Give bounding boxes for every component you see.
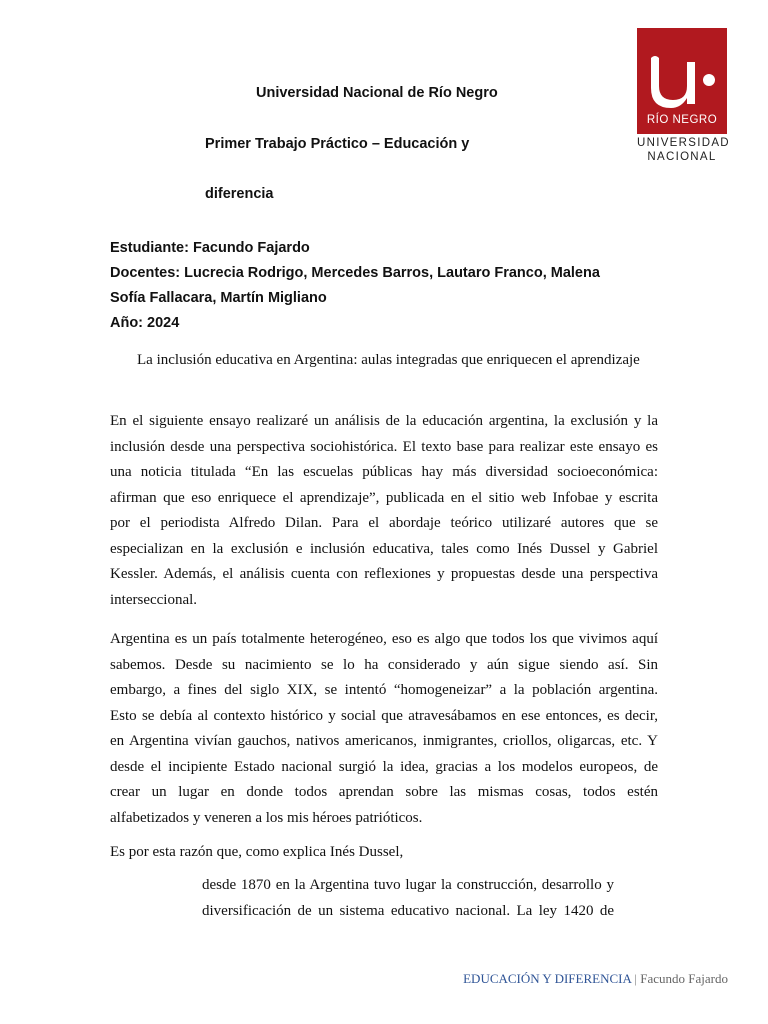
text-line: Argentina es un país totalmente heterogéneo, eso es algo que todos los que vivimos aquí bbox=[110, 631, 658, 647]
logo-rio-negro-text: RÍO NEGRO bbox=[646, 114, 718, 126]
footer-author: Facundo Fajardo bbox=[640, 971, 728, 986]
paragraph-3 bbox=[110, 840, 658, 866]
year-line: Año: 2024 bbox=[110, 315, 180, 331]
logo-caption bbox=[637, 136, 730, 164]
text-line: sabemos. Desde su nacimiento se lo ha considerado y aún sigue siendo así. Sin bbox=[110, 656, 658, 673]
text-line: En el siguiente ensayo realizaré un análisis de la educación argentina, la exclusión y la bbox=[110, 413, 658, 429]
logo-caption-line2: NACIONAL bbox=[647, 151, 717, 163]
paragraph-1 bbox=[110, 409, 658, 613]
text-line: inclusión desde una perspectiva sociohistórica. El texto base para realizar este ensayo es bbox=[110, 438, 658, 455]
university-logo bbox=[637, 28, 727, 134]
text-line: interseccional. bbox=[110, 591, 198, 608]
teachers-line2: Sofía Fallacara, Martín Migliano bbox=[110, 290, 327, 306]
block-quote bbox=[202, 873, 614, 924]
text-line: por el periodista Alfredo Dilan. Para el abordaje teórico utilizaré autores que se bbox=[110, 515, 658, 531]
document-meta bbox=[110, 236, 600, 336]
logo-caption-line1: UNIVERSIDAD bbox=[637, 137, 730, 149]
university-title: Universidad Nacional de Río Negro bbox=[256, 85, 498, 101]
text-line: afirman que eso enriquece el aprendizaje”, publicada en el sitio web Infobae y escrita bbox=[110, 489, 658, 506]
assignment-title-line2: diferencia bbox=[205, 186, 274, 202]
paragraph-2 bbox=[110, 627, 658, 831]
student-line: Estudiante: Facundo Fajardo bbox=[110, 240, 310, 256]
text-line: Esto se debía al contexto histórico y social que atravesábamos en ese entonces, es decir, bbox=[110, 707, 658, 724]
text-line: desde el incipiente Estado nacional surgió la idea, gracias a los modelos europeos, de bbox=[110, 758, 658, 775]
text-line: Es por esta razón que, como explica Inés Dussel, bbox=[110, 844, 404, 860]
footer-separator: | bbox=[634, 971, 638, 986]
footer-title: EDUCACIÓN Y DIFERENCIA bbox=[463, 971, 632, 986]
text-line: una noticia titulada “En las escuelas públicas hay más diversidad socioeconómica: bbox=[110, 464, 658, 480]
text-line: alfabetizados y veneren a los mis héroes patrióticos. bbox=[110, 809, 423, 826]
assignment-title-line1: Primer Trabajo Práctico – Educación y bbox=[205, 136, 470, 152]
text-line: en Argentina vivían gauchos, nativos americanos, inmigrantes, criollos, oligarcas, etc. Y bbox=[110, 733, 658, 749]
quote-line: diversificación de un sistema educativo nacional. La ley 1420 de bbox=[202, 902, 614, 919]
text-line: Kessler. Además, el análisis cuenta con reflexiones y propuestas desde una perspectiva bbox=[110, 566, 658, 582]
teachers-line1: Docentes: Lucrecia Rodrigo, Mercedes Barros, Lautaro Franco, Malena bbox=[110, 265, 600, 281]
text-line: embargo, a fines del siglo XIX, se intentó “homogeneizar” a la población argentina. bbox=[110, 682, 658, 698]
essay-title: La inclusión educativa en Argentina: aulas integradas que enriquecen el aprendizaje bbox=[137, 352, 640, 368]
text-line: crear un lugar en donde todos aprendan sobre las mismas cosas, todos estén bbox=[110, 784, 658, 800]
quote-line: desde 1870 en la Argentina tuvo lugar la construcción, desarrollo y bbox=[202, 877, 614, 893]
page-footer bbox=[463, 971, 728, 987]
text-line: especializan en la exclusión e inclusión educativa, tales como Inés Dussel y Gabriel bbox=[110, 540, 658, 557]
